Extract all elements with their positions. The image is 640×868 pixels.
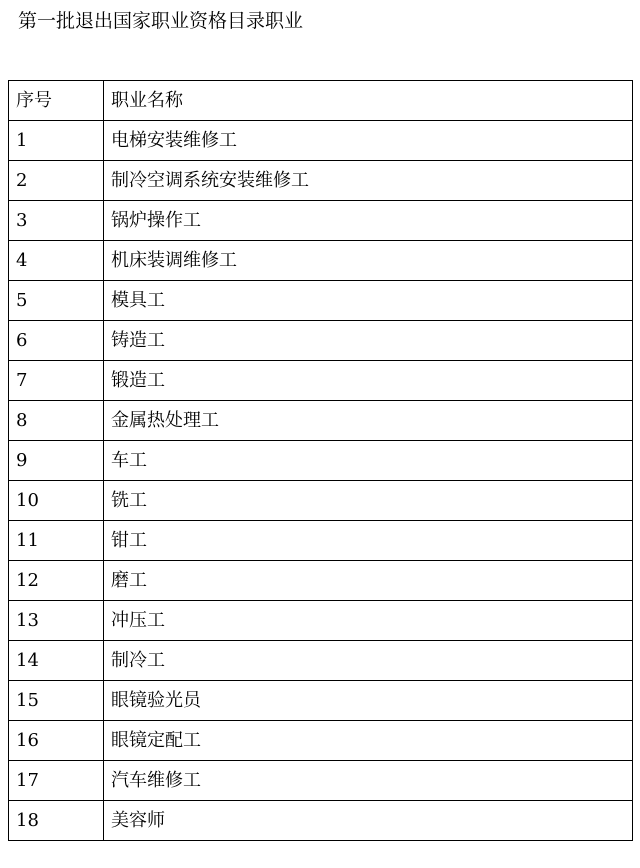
table-row [9, 721, 633, 761]
occupation-name-cell: 制冷工 [104, 641, 633, 681]
occupation-name-cell: 制冷空调系统安装维修工 [104, 161, 633, 201]
occupation-table-body [9, 81, 633, 841]
serial-number-cell: 6 [9, 321, 104, 361]
table-row [9, 161, 633, 201]
occupation-name-cell: 车工 [104, 441, 633, 481]
table-row [9, 801, 633, 841]
table-row [9, 361, 633, 401]
serial-number-cell: 17 [9, 761, 104, 801]
occupation-name-cell: 汽车维修工 [104, 761, 633, 801]
table-row [9, 761, 633, 801]
table-row [9, 321, 633, 361]
table-row [9, 241, 633, 281]
table-header-row [9, 81, 633, 121]
table-row [9, 601, 633, 641]
header-serial-number: 序号 [9, 81, 104, 121]
occupation-name-cell: 冲压工 [104, 601, 633, 641]
serial-number-cell: 8 [9, 401, 104, 441]
occupation-name-cell: 磨工 [104, 561, 633, 601]
table-row [9, 681, 633, 721]
serial-number-cell: 3 [9, 201, 104, 241]
occupation-name-cell: 眼镜验光员 [104, 681, 633, 721]
serial-number-cell: 10 [9, 481, 104, 521]
occupation-name-cell: 眼镜定配工 [104, 721, 633, 761]
serial-number-cell: 15 [9, 681, 104, 721]
occupation-name-cell: 金属热处理工 [104, 401, 633, 441]
serial-number-cell: 11 [9, 521, 104, 561]
serial-number-cell: 7 [9, 361, 104, 401]
occupation-name-cell: 铸造工 [104, 321, 633, 361]
serial-number-cell: 9 [9, 441, 104, 481]
serial-number-cell: 2 [9, 161, 104, 201]
document-title: 第一批退出国家职业资格目录职业 [18, 10, 304, 32]
table-row [9, 521, 633, 561]
table-row [9, 441, 633, 481]
occupation-name-cell: 模具工 [104, 281, 633, 321]
table-row [9, 481, 633, 521]
serial-number-cell: 14 [9, 641, 104, 681]
occupation-name-cell: 锻造工 [104, 361, 633, 401]
occupation-name-cell: 钳工 [104, 521, 633, 561]
table-row [9, 561, 633, 601]
header-occupation-name: 职业名称 [104, 81, 633, 121]
serial-number-cell: 16 [9, 721, 104, 761]
table-row [9, 281, 633, 321]
serial-number-cell: 18 [9, 801, 104, 841]
table-row [9, 641, 633, 681]
table-row [9, 121, 633, 161]
occupation-name-cell: 铣工 [104, 481, 633, 521]
occupation-name-cell: 美容师 [104, 801, 633, 841]
occupation-name-cell: 电梯安装维修工 [104, 121, 633, 161]
serial-number-cell: 1 [9, 121, 104, 161]
serial-number-cell: 5 [9, 281, 104, 321]
serial-number-cell: 4 [9, 241, 104, 281]
serial-number-cell: 12 [9, 561, 104, 601]
table-row [9, 201, 633, 241]
occupation-table [8, 80, 633, 841]
occupation-name-cell: 机床装调维修工 [104, 241, 633, 281]
serial-number-cell: 13 [9, 601, 104, 641]
table-row [9, 401, 633, 441]
occupation-name-cell: 锅炉操作工 [104, 201, 633, 241]
